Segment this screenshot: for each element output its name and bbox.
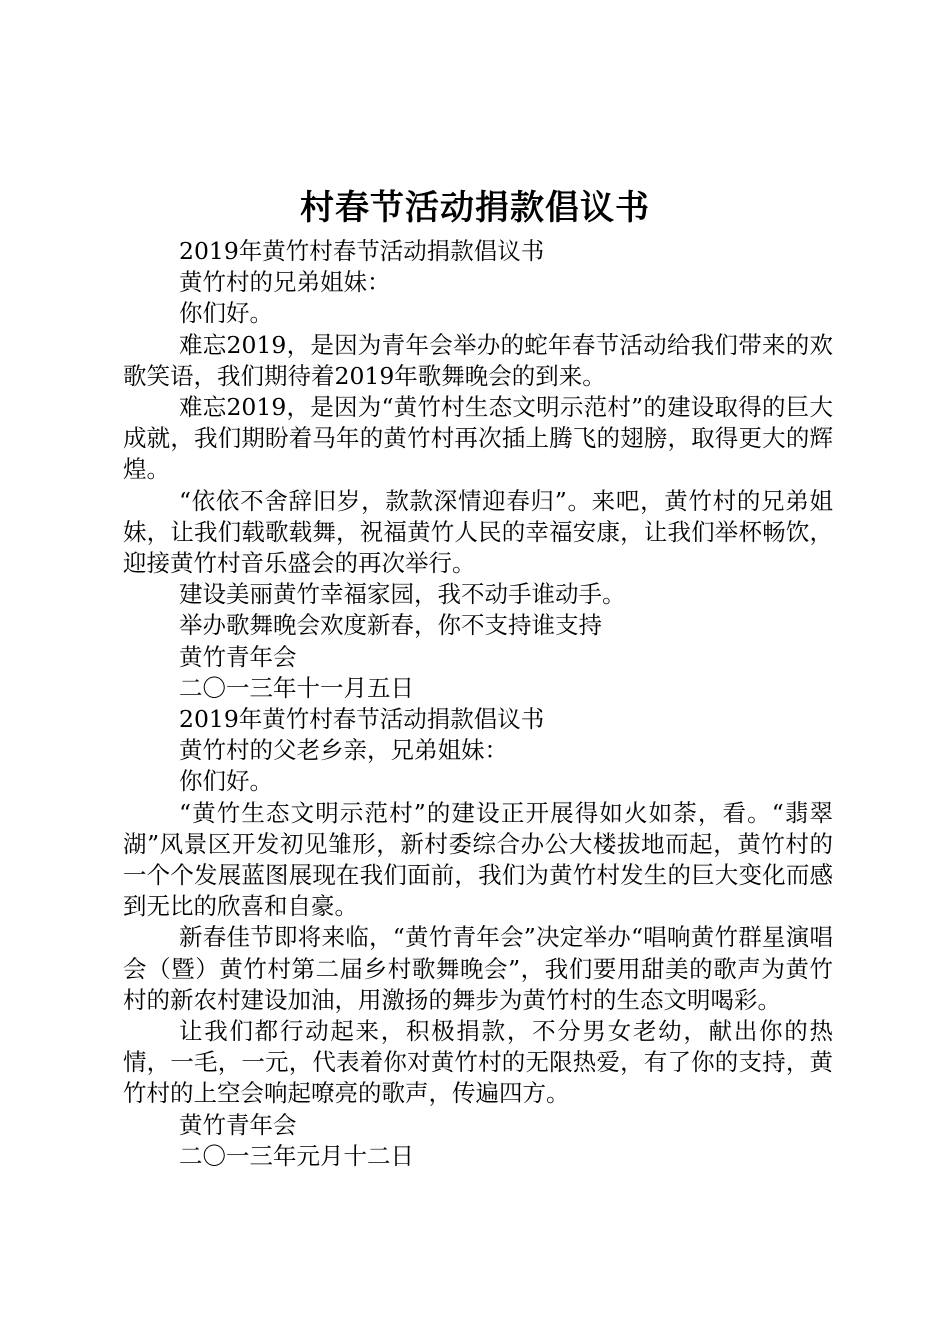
paragraph-greeting-1: 你们好。 [179,299,273,328]
paragraph-date-1: 二〇一三年十一月五日 [179,673,414,702]
paragraph: 举办歌舞晚会欢度新春，你不支持谁支持 [179,611,602,640]
paragraph: “依依不舍辞旧岁，款款深情迎春归”。来吧，黄竹村的兄弟姐妹，让我们载歌载舞，祝福黄竹人民的幸福安康，让我们举杯畅饮，迎接黄竹村音乐盛会的再次举行。 [123,486,833,578]
paragraph-signature-2: 黄竹青年会 [179,1110,297,1139]
paragraph: 建设美丽黄竹幸福家园，我不动手谁动手。 [179,580,626,609]
paragraph: “黄竹生态文明示范村”的建设正开展得如火如荼，看。“翡翠湖”风景区开发初见雏形，新村委综合办公大楼拔地而起，黄竹村的一个个发展蓝图展现在我们面前，我们为黄竹村发生的巨大变化而感到无比的欣喜和自豪。 [123,798,833,921]
paragraph: 让我们都行动起来，积极捐款，不分男女老幼，献出你的热情，一毛，一元，代表着你对黄竹村的无限热爱，有了你的支持，黄竹村的上空会响起嘹亮的歌声，传遍四方。 [123,1017,833,1108]
paragraph-greeting-2: 你们好。 [179,767,273,796]
paragraph: 新春佳节即将来临，“黄竹青年会”决定举办“唱响黄竹群星演唱会（暨）黄竹村第二届乡村歌舞晚会”，我们要用甜美的歌声为黄竹村的新农村建设加油，用激扬的舞步为黄竹村的生态文明喝彩。 [123,923,833,1014]
paragraph-signature-1: 黄竹青年会 [179,642,297,671]
paragraph-heading-2: 2019年黄竹村春节活动捐款倡议书 [179,705,545,734]
paragraph: 难忘2019，是因为“黄竹村生态文明示范村”的建设取得的巨大成就，我们期盼着马年的黄竹村再次插上腾飞的翅膀，取得更大的辉煌。 [123,393,833,484]
paragraph-salutation-1: 黄竹村的兄弟姐妹： [179,268,391,297]
paragraph: 难忘2019，是因为青年会举办的蛇年春节活动给我们带来的欢歌笑语，我们期待着2019年歌舞晚会的到来。 [123,330,833,390]
paragraph-date-2: 二〇一三年元月十二日 [179,1141,414,1170]
paragraph-salutation-2: 黄竹村的父老乡亲，兄弟姐妹： [179,736,508,765]
document-body [123,236,833,1172]
document-title: 村春节活动捐款倡议书 [300,188,650,228]
paragraph-heading-1: 2019年黄竹村春节活动捐款倡议书 [179,237,545,265]
